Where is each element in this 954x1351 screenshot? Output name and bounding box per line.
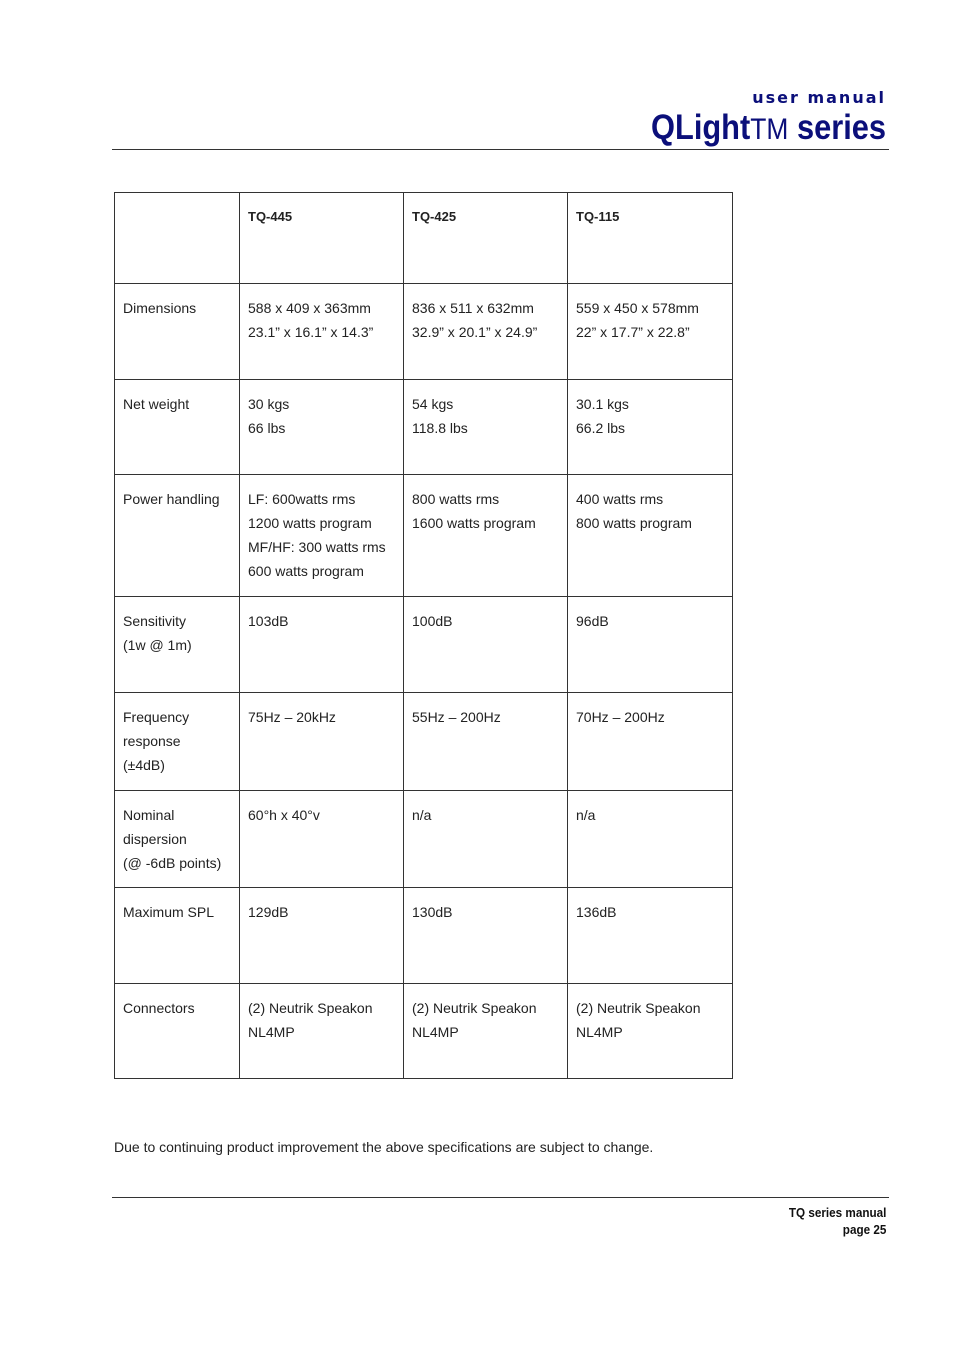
row-label-line: Maximum SPL <box>123 904 215 920</box>
cell-line: 800 watts program <box>576 515 692 531</box>
row-label-line: Connectors <box>123 1000 195 1016</box>
row-label-line: (@ -6dB points) <box>123 855 222 871</box>
table-cell <box>568 791 733 888</box>
table-row <box>115 888 733 984</box>
page-footer <box>788 1204 886 1238</box>
row-label-cell <box>115 693 240 791</box>
table-cell <box>568 380 733 475</box>
table-cell <box>568 984 733 1079</box>
cell-line: 30 kgs <box>248 396 290 412</box>
row-label-cell <box>115 475 240 597</box>
footer-page-number: page 25 <box>842 1222 886 1237</box>
row-label-line: Frequency <box>123 709 190 725</box>
row-label-cell <box>115 791 240 888</box>
cell-line: 66 lbs <box>248 420 286 436</box>
table-row <box>115 791 733 888</box>
disclaimer-note: Due to continuing product improvement the above specifications are subject to change. <box>114 1139 654 1155</box>
row-label-cell <box>115 984 240 1079</box>
row-label-line: Power handling <box>123 491 220 507</box>
table-header-cell <box>115 193 240 284</box>
cell-line: n/a <box>412 807 432 823</box>
cell-line: n/a <box>576 807 596 823</box>
table-cell <box>404 693 568 791</box>
table-header-cell: TQ-445 <box>240 193 404 284</box>
cell-line: 800 watts rms <box>412 491 500 507</box>
row-label-line: Net weight <box>123 396 190 412</box>
table-header-cell: TQ-115 <box>568 193 733 284</box>
cell-line: 836 x 511 x 632mm <box>412 300 534 316</box>
cell-line: NL4MP <box>248 1024 295 1040</box>
table-header-row <box>115 193 733 284</box>
table-cell <box>404 888 568 984</box>
footer-divider <box>112 1197 889 1198</box>
cell-line: 30.1 kgs <box>576 396 629 412</box>
table-cell <box>404 284 568 380</box>
cell-line: 588 x 409 x 363mm <box>248 300 371 316</box>
row-label-line: response <box>123 733 181 749</box>
row-label-cell <box>115 597 240 693</box>
table-cell <box>240 888 404 984</box>
row-label-line: Dimensions <box>123 300 197 316</box>
cell-line: NL4MP <box>412 1024 459 1040</box>
title-trademark: TM <box>750 113 789 146</box>
table-cell <box>568 693 733 791</box>
table-cell <box>404 475 568 597</box>
table-cell <box>568 284 733 380</box>
footer-manual-name: TQ series manual <box>788 1205 886 1220</box>
row-label-line: (±4dB) <box>123 757 165 773</box>
cell-line: 60°h x 40°v <box>248 807 320 823</box>
page-header <box>619 88 886 150</box>
cell-line: 32.9” x 20.1” x 24.9” <box>412 324 538 340</box>
cell-line: 130dB <box>412 904 453 920</box>
row-label-cell <box>115 284 240 380</box>
row-label-line: Nominal <box>123 807 175 823</box>
header-divider <box>112 149 889 150</box>
cell-line: 22” x 17.7” x 22.8” <box>576 324 690 340</box>
header-subtitle: user manual <box>752 88 886 107</box>
cell-line: MF/HF: 300 watts rms <box>248 539 386 555</box>
cell-line: NL4MP <box>576 1024 623 1040</box>
cell-line: 118.8 lbs <box>412 420 468 436</box>
row-label-line: Sensitivity <box>123 613 187 629</box>
cell-line: (2) Neutrik Speakon <box>412 1000 537 1016</box>
cell-line: 75Hz – 20kHz <box>248 709 336 725</box>
table-cell <box>404 597 568 693</box>
cell-line: 55Hz – 200Hz <box>412 709 501 725</box>
table-cell <box>240 791 404 888</box>
cell-line: 96dB <box>576 613 609 629</box>
table-cell <box>240 284 404 380</box>
cell-line: LF: 600watts rms <box>248 491 356 507</box>
table-row <box>115 475 733 597</box>
cell-line: 400 watts rms <box>576 491 664 507</box>
cell-line: 136dB <box>576 904 617 920</box>
table-cell <box>240 380 404 475</box>
row-label-cell <box>115 888 240 984</box>
table-cell <box>404 984 568 1079</box>
title-suffix: series <box>788 108 886 147</box>
row-label-line: dispersion <box>123 831 187 847</box>
row-label-cell <box>115 380 240 475</box>
cell-line: 54 kgs <box>412 396 454 412</box>
cell-line: 600 watts program <box>248 563 364 579</box>
table-header-cell: TQ-425 <box>404 193 568 284</box>
specifications-table <box>114 192 733 1079</box>
table-cell <box>240 984 404 1079</box>
cell-line: 129dB <box>248 904 289 920</box>
title-main: QLight <box>651 108 751 147</box>
table-cell <box>240 475 404 597</box>
table-cell <box>568 888 733 984</box>
cell-line: 100dB <box>412 613 453 629</box>
table-cell <box>568 597 733 693</box>
table-cell <box>404 791 568 888</box>
cell-line: 1200 watts program <box>248 515 372 531</box>
table-cell <box>568 475 733 597</box>
table-row <box>115 380 733 475</box>
row-label-line: (1w @ 1m) <box>123 637 192 653</box>
cell-line: 66.2 lbs <box>576 420 626 436</box>
cell-line: 559 x 450 x 578mm <box>576 300 699 316</box>
table-row <box>115 597 733 693</box>
table-cell <box>240 597 404 693</box>
cell-line: (2) Neutrik Speakon <box>248 1000 373 1016</box>
table-row <box>115 693 733 791</box>
cell-line: 23.1” x 16.1” x 14.3” <box>248 324 374 340</box>
table-row <box>115 984 733 1079</box>
table-row <box>115 284 733 380</box>
cell-line: 70Hz – 200Hz <box>576 709 665 725</box>
table-cell <box>240 693 404 791</box>
cell-line: (2) Neutrik Speakon <box>576 1000 701 1016</box>
cell-line: 103dB <box>248 613 289 629</box>
table-cell <box>404 380 568 475</box>
header-title <box>651 108 886 150</box>
cell-line: 1600 watts program <box>412 515 536 531</box>
